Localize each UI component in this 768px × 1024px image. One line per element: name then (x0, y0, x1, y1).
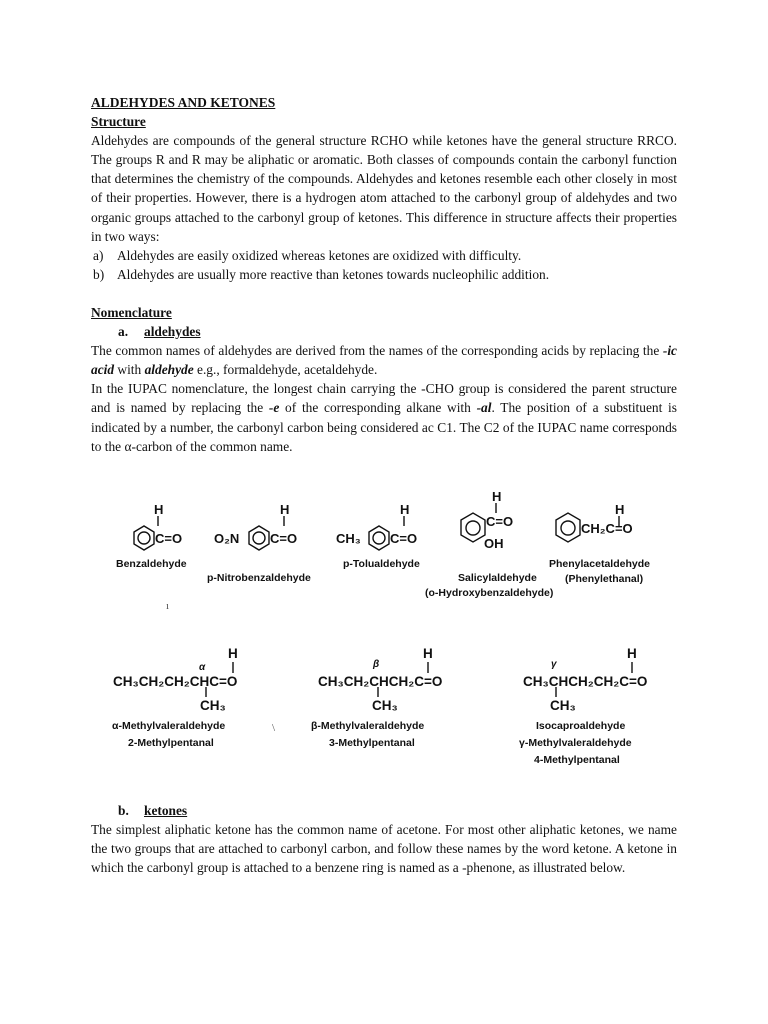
list-item-text: Aldehydes are easily oxidized whereas ketones are oxidized with difficulty. (117, 247, 522, 263)
branch-label: CH₃ (550, 698, 576, 713)
svg-text:CH₃: CH₃ (336, 531, 361, 546)
aliphatic-aldehydes-structures (0, 640, 768, 730)
aldehyde-iupac-paragraph: In the IUPAC nomenclature, the longest chain carrying the -CHO group is considered the parent structure and is named by replacing the -e of the corresponding alkane with -al. The position of a substituent is indicated by a number, the carbonyl carbon being considered ac C1. The C2 of the IUPAC name corresponds to the α-carbon of the common name. (91, 381, 677, 454)
subheading-label: ketones (144, 803, 188, 818)
svg-text:H: H (627, 646, 637, 661)
compound-name: β-Methylvaleraldehyde (311, 720, 425, 732)
scan-mark: \ (272, 722, 276, 734)
greek-marker: β (373, 659, 380, 670)
svg-text:H: H (492, 489, 502, 504)
svg-text:C=O: C=O (390, 531, 418, 546)
compound-name: p-Tolualdehyde (343, 558, 420, 570)
ketones-subheading (91, 801, 677, 820)
compound-alt-name: (Phenylethanal) (565, 573, 644, 585)
ketone-paragraph: The simplest aliphatic ketone has the common name of acetone. For most other aliphatic ketones, we name the two groups that are attached to carbonyl carbon, and follow these names by the word ketone. A ketone in which the carbonyl group is attached to a benzene ring is named as a -phenone, as illustrated below. (91, 822, 677, 876)
greek-marker: α (199, 662, 206, 673)
formula: CH₃CH₂CH₂CHC=O (113, 674, 238, 689)
svg-text:C=O: C=O (486, 514, 514, 529)
formula: CH₃CH₂CHCH₂C=O (318, 674, 443, 689)
structure-heading: Structure (91, 114, 146, 130)
compound-name: p-Nitrobenzaldehyde (207, 572, 311, 584)
aldehydes-subheading (91, 322, 677, 341)
formula-group: C=O (155, 531, 183, 546)
list-item (93, 246, 677, 265)
compound-alt-name: 4-Methylpentanal (534, 754, 620, 766)
compound-name: α-Methylvaleraldehyde (112, 720, 226, 732)
document-body (91, 93, 677, 456)
compound-alt-name: γ-Methylvaleraldehyde (519, 737, 632, 749)
list-marker: a) (93, 247, 104, 263)
subheading-marker: b. (118, 803, 129, 818)
svg-text:H: H (400, 502, 410, 517)
branch-label: CH₃ (372, 698, 398, 713)
compound-name: Benzaldehyde (116, 558, 187, 570)
svg-text:OH: OH (484, 536, 504, 551)
svg-text:H: H (228, 646, 238, 661)
subheading-label: aldehydes (144, 324, 201, 340)
svg-text:H: H (615, 502, 625, 517)
formula-left: O₂N (214, 531, 240, 546)
svg-text:H: H (280, 502, 290, 517)
ketones-section (91, 801, 677, 877)
compound-alt-name: 2-Methylpentanal (128, 737, 214, 749)
svg-text:CH₂C=O: CH₂C=O (581, 521, 633, 536)
aromatic-aldehydes-figure (0, 488, 768, 608)
subheading-marker: a. (118, 324, 129, 340)
greek-marker: γ (551, 659, 557, 670)
compound-name: Phenylacetaldehyde (549, 558, 650, 570)
list-item-text: Aldehydes are usually more reactive than ketones towards nucleophilic addition. (117, 266, 550, 282)
formula: CH₃CHCH₂CH₂C=O (523, 674, 648, 689)
svg-text:C=O: C=O (270, 531, 298, 546)
svg-text:H: H (423, 646, 433, 661)
aromatic-aldehydes-structures (0, 488, 768, 608)
page-title: ALDEHYDES AND KETONES (91, 95, 276, 110)
difference-list (91, 246, 677, 284)
aliphatic-aldehydes-figure (0, 640, 768, 775)
compound-name: Salicylaldehyde (458, 572, 537, 584)
branch-label: CH₃ (200, 698, 226, 713)
compound-alt-name: (o-Hydroxybenzaldehyde) (425, 587, 554, 599)
structure-paragraph: Aldehydes are compounds of the general structure RCHO while ketones have the general structure RRCO. The groups R and R may be aliphatic or aromatic. Both classes of compounds contain the carbonyl function that determines the chemistry of the compounds. Aldehydes and ketones resemble each other closely in most of their properties. However, there is a hydrogen atom attached to the carbonyl group of aldehydes and two organic groups attached to the carbonyl group of ketones. This difference in structure affects their properties in two ways: (91, 133, 677, 244)
scan-mark: ı (166, 600, 170, 612)
compound-name: Isocaproaldehyde (536, 720, 626, 732)
list-marker: b) (93, 266, 105, 282)
compound-alt-name: 3-Methylpentanal (329, 737, 415, 749)
list-item (93, 265, 677, 284)
aldehyde-common-names-paragraph: The common names of aldehydes are derived from the names of the corresponding acids by replacing the -ic acid with aldehyde e.g., formaldehyde, acetaldehyde. (91, 343, 677, 378)
nomenclature-heading: Nomenclature (91, 304, 172, 320)
h-label: H (154, 502, 164, 517)
